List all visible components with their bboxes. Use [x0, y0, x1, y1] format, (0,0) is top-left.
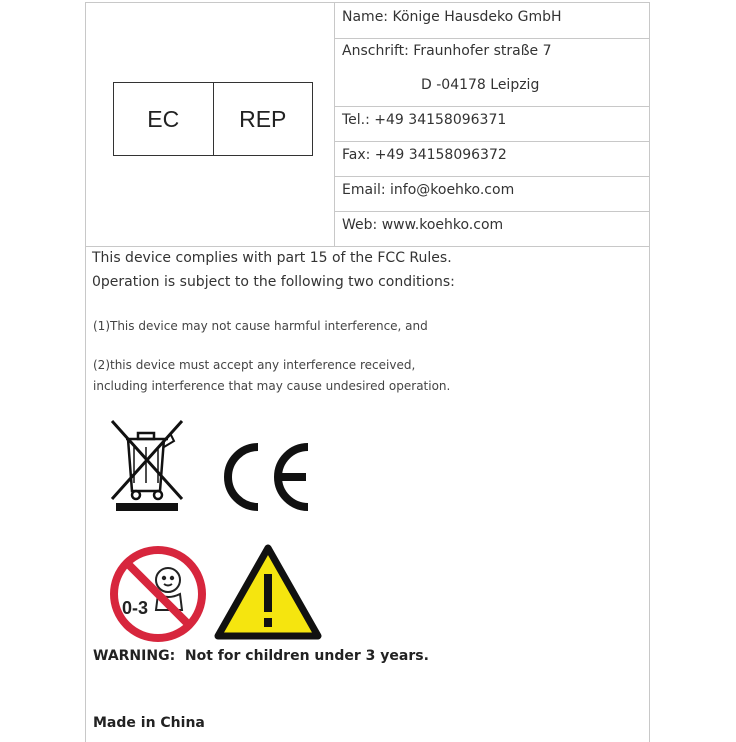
- ce-mark-icon: [216, 441, 316, 513]
- rep-text: REP: [213, 83, 313, 155]
- contact-fax: Fax: +49 34158096372: [342, 147, 507, 163]
- contact-email: Email: info@koehko.com: [342, 182, 515, 198]
- warning-text: WARNING: Not for children under 3 years.: [93, 648, 429, 664]
- warning-triangle-icon: [212, 542, 324, 644]
- contact-email-row: [335, 177, 649, 212]
- ec-text: EC: [147, 105, 180, 132]
- fcc-condition-2-line2: including interference that may cause undesired operation.: [93, 379, 451, 393]
- contact-address-line2: D -04178 Leipzig: [421, 77, 540, 93]
- label-header: [86, 3, 649, 247]
- fcc-condition-2-line1: (2)this device must accept any interference received,: [93, 358, 416, 372]
- ec-rep-symbol: [113, 82, 313, 156]
- contact-address-row: [335, 39, 649, 107]
- ec-rep-cell: [86, 3, 335, 246]
- no-children-0-3-icon: [108, 544, 208, 644]
- contact-name-row: [335, 3, 649, 39]
- contact-tel: Tel.: +49 34158096371: [342, 112, 507, 128]
- fcc-statement-line1: This device complies with part 15 of the FCC Rules.: [92, 250, 452, 266]
- age-range-text: 0-3: [122, 598, 149, 618]
- contact-tel-row: [335, 107, 649, 142]
- fcc-condition-1: (1)This device may not cause harmful interference, and: [93, 319, 428, 333]
- contact-web-row: [335, 212, 649, 246]
- contact-web: Web: www.koehko.com: [342, 217, 504, 233]
- contact-fax-row: [335, 142, 649, 177]
- origin-text: Made in China: [93, 715, 205, 731]
- fcc-statement-line2: 0peration is subject to the following two conditions:: [92, 274, 455, 290]
- product-label: [85, 2, 650, 742]
- weee-crossed-bin-icon: [108, 417, 186, 513]
- contact-name: Name: Könige Hausdeko GmbH: [342, 9, 562, 25]
- contact-address-line1: Anschrift: Fraunhofer straße 7: [342, 43, 552, 59]
